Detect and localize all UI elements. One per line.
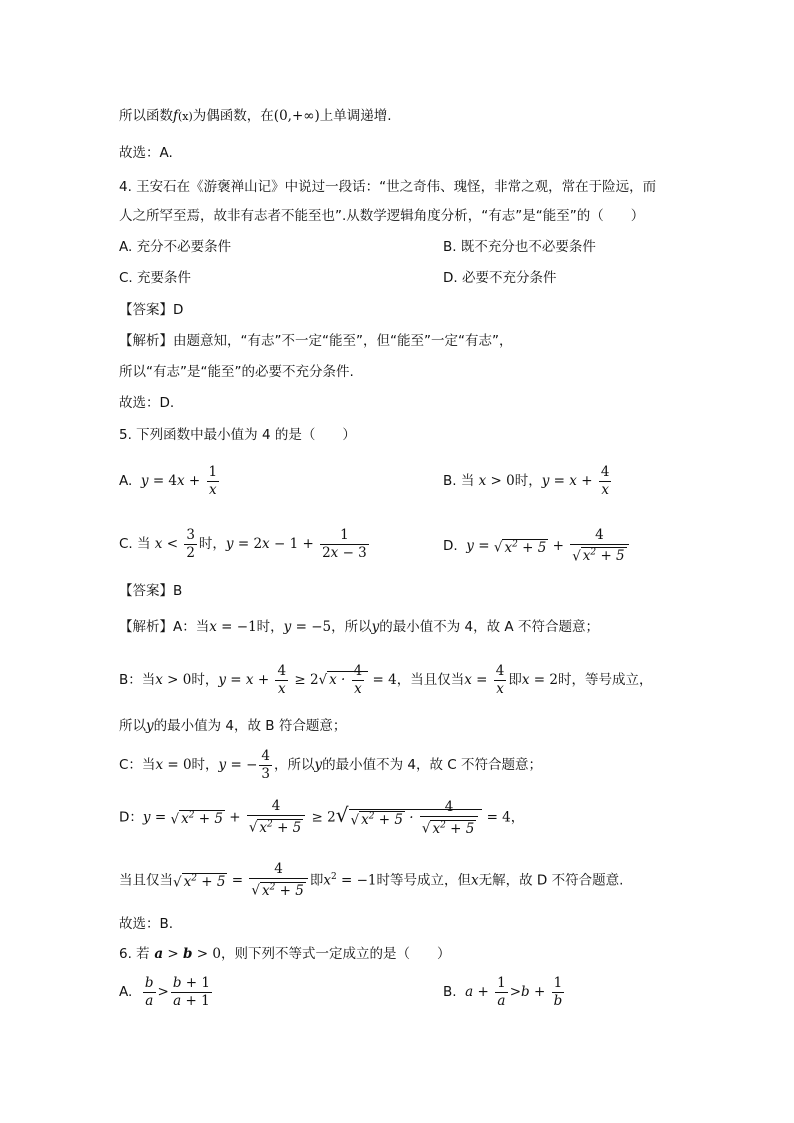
text: ，则下列不等式一定成立的是（ ） (220, 946, 451, 962)
q4-analysis-line1: 【解析】由题意知，“有志”不一定“能至”，但“能至”一定“有志”， (119, 333, 513, 349)
q6-option-a: A. $\frac{b}{a}$ > $\frac{b + 1}{a + 1}$ (119, 974, 210, 1009)
intro-choose: 故选：A. (119, 145, 173, 161)
text: 所以函数 (119, 108, 173, 124)
q5-analysis-a: 【解析】A：当x = −1时，y = −5，所以y的最小值不为 4，故 A 不符合题意； (119, 619, 599, 635)
label: C. 当 (119, 536, 151, 552)
label: B. (443, 984, 457, 1000)
text: ， (510, 809, 525, 826)
q4-stem-line2: 人之所罕至焉，故非有志者不能至也”.从数学逻辑角度分析，“有志”是“能至”的（ ） (119, 208, 645, 224)
text: ，所以 (274, 757, 315, 773)
q4-option-d: D. 必要不充分条件 (443, 270, 557, 286)
q5-choose: 故选：B. (119, 916, 174, 932)
q5-option-b: B. 当 x > 0时，y = x + $\frac{4}{x}$ (443, 463, 610, 498)
text: ，当且仅当 (396, 672, 465, 688)
text: B：当 (119, 672, 156, 688)
text: 的最小值不为 4，故 C 不符合题意； (322, 757, 543, 773)
q4-answer: 【答案】D (119, 302, 184, 318)
text: 的最小值为 4，故 B 符合题意； (153, 718, 347, 734)
math-interval: (0,+∞) (273, 108, 320, 124)
text: 时，等号成立， (557, 672, 653, 688)
label: B. 当 (443, 473, 475, 489)
math-f: f (173, 108, 178, 124)
q5-analysis-b2: 所以y的最小值为 4，故 B 符合题意； (119, 718, 347, 734)
text: 时， (514, 473, 542, 489)
q5-analysis-b: B：当x > 0时，y = x + $\frac{4}{x}$ ≥ 2√ x · $\frac{4}{x}$ = 4，当且仅当x = $\frac{4}{x}$ 即x = 2时，等号成立， (119, 662, 653, 697)
text: 为偶函数，在 (192, 108, 274, 124)
text: 时， (191, 757, 219, 773)
text: 上单调递增. (319, 108, 392, 124)
text: C：当 (119, 757, 156, 773)
fraction: $\frac{3}{2}$ (186, 526, 195, 561)
text: 当且仅当 (119, 872, 173, 889)
text: 即 (508, 672, 522, 688)
q4-stem-line1: 4. 王安石在《游褒禅山记》中说过一段话：“世之奇伟、瑰怪，非常之观，常在于险远，而 (119, 179, 657, 195)
math: y (140, 473, 149, 489)
math-fx: (x) (178, 110, 193, 123)
text: 【解析】A：当 (119, 619, 210, 635)
q5-answer: 【答案】B (119, 583, 183, 599)
q6-option-b: B. a + $\frac{1}{a}$ >b + $\frac{1}{b}$ (443, 974, 563, 1009)
text: ，所以 (331, 619, 372, 635)
text: 时等号成立，但 (376, 872, 471, 889)
q5-analysis-c: C：当x = 0时，y = − $\frac{4}{3}$ ，所以y的最小值不为 4，故 C 不符合题意； (119, 747, 543, 782)
q4-choose: 故选：D. (119, 395, 175, 411)
q4-option-b: B. 既不充分也不必要条件 (443, 239, 596, 255)
fraction: $\frac{4}{√ x^2 + 5}$ (570, 527, 628, 566)
text: 所以 (119, 718, 146, 734)
q4-option-c: C. 充要条件 (119, 270, 192, 286)
text: 无解，故 D 不符合题意. (478, 872, 624, 889)
q5-option-a: A. y = 4x + $\frac{1}{x}$ (119, 463, 218, 498)
text: 时， (198, 536, 226, 552)
q6-stem: 6. 若 a > b > 0，则下列不等式一定成立的是（ ） (119, 946, 451, 962)
q5-stem: 5. 下列函数中最小值为 4 的是（ ） (119, 427, 356, 443)
text: 时， (256, 619, 284, 635)
q4-analysis-line2: 所以“有志”是“能至”的必要不充分条件. (119, 364, 354, 380)
text: D： (119, 809, 143, 826)
q5-option-c: C. 当 x < $\frac{3}{2}$ 时，y = 2x − 1 + $\frac{1}{2x - 3}$ (119, 526, 367, 561)
label: D. (443, 537, 458, 554)
text: 的最小值不为 4，故 A 不符合题意； (379, 619, 599, 635)
text: 即 (309, 872, 324, 889)
fraction: $\frac{1}{x}$ (208, 463, 218, 498)
intro-line (119, 106, 392, 127)
sqrt: √ $x^2 + 5$ (493, 539, 547, 556)
label: A. (119, 984, 133, 1000)
text: 时， (191, 672, 219, 688)
q5-analysis-d: D：y = √ $x^2 + 5$ + $\frac{4}{√ x^2 + 5}$ ≥ 2√ √ $x^2 + 5$ · $\frac{4}{√ x^2 + 5}$ = 4， (119, 798, 525, 837)
fraction: $\frac{1}{2x - 3}$ (322, 526, 367, 561)
q4-option-a: A. 充分不必要条件 (119, 239, 232, 255)
fraction: $\frac{4}{x}$ (600, 463, 610, 498)
q5-analysis-d2: 当且仅当√ $x^2 + 5$ = $\frac{4}{√ x^2 + 5}$ 即$x^2 = -1$时等号成立，但x无解，故 D 不符合题意. (119, 861, 624, 899)
q5-option-d: D. y = √ $x^2 + 5$ + $\frac{4}{√ x^2 + 5}$ (443, 524, 631, 568)
label: A. (119, 473, 133, 489)
text: 6. 若 (119, 946, 150, 962)
